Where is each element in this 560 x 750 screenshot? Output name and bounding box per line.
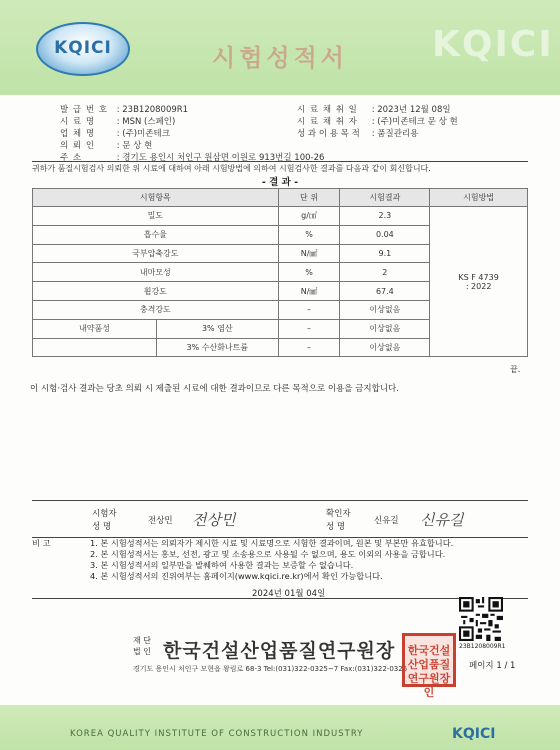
method-line-2: : 2022 <box>465 281 492 291</box>
signature-block <box>32 500 528 538</box>
row-unit: N/㎟ <box>278 282 340 301</box>
chem-cell <box>33 338 279 357</box>
row-result: 2.3 <box>340 207 430 226</box>
approver-label: 확인자 <box>326 509 351 519</box>
divider <box>32 598 528 599</box>
row-result: 67.4 <box>340 282 430 301</box>
official-seal <box>402 633 456 699</box>
row-result: 이상없음 <box>340 338 430 357</box>
issue-date: 2024년 01월 04일 <box>252 589 326 599</box>
footer-band <box>0 705 560 750</box>
row-result: 2 <box>340 263 430 282</box>
footer-text: KOREA QUALITY INSTITUTE OF CONSTRUCTION INDUSTRY <box>70 729 364 739</box>
remarks-label: 비 고 <box>32 538 51 548</box>
method-line-1: KS F 4739 <box>458 272 499 282</box>
remark-item: 4. 본 시험성적서의 진위여부는 홈페이지(www.kqici.re.kr)에서 확인 가능합니다. <box>90 571 383 581</box>
row-item: 흡수율 <box>33 225 279 244</box>
qr-code-icon <box>459 597 503 641</box>
org-name: 한국건설산업품질연구원장 <box>163 640 396 662</box>
header-item: 시험항목 <box>33 189 279 207</box>
remark-item: 1. 본 시험성적서는 의뢰자가 제시한 시료 및 시료명으로 시험한 결과이며, 원본 및 부본만 유효합니다. <box>90 538 454 548</box>
header-method: 시험방법 <box>430 189 528 207</box>
purpose: : 품질관리용 <box>371 129 419 139</box>
org-type-line2: 법 인 <box>133 647 151 656</box>
row-item: 휨강도 <box>33 282 279 301</box>
method-cell <box>430 207 528 357</box>
remark-item: 2. 본 시험성적서는 홍보, 선전, 광고 및 소송용으로 사용될 수 없으며, 용도 이외의 사용을 금합니다. <box>90 549 446 559</box>
document-title: 시험성적서 <box>212 44 348 72</box>
row-result: 0.04 <box>340 225 430 244</box>
table-header-row <box>33 189 528 207</box>
chem-cell <box>33 319 279 338</box>
footer-logo: KQICI <box>452 726 496 742</box>
row-item: 3% 염산 <box>201 324 233 334</box>
row-item: 밀도 <box>33 207 279 226</box>
org-type-line1: 재 단 <box>133 636 151 645</box>
table-row <box>33 207 528 226</box>
result-table <box>32 188 528 357</box>
end-mark: 끝. <box>510 365 521 374</box>
purpose-label: 성 과 이 용 목 적 <box>297 129 360 139</box>
seal-text: 한국건설산업품질연구원장인 <box>407 644 451 699</box>
approver-signature: 신유길 <box>420 511 464 529</box>
row-item: 내마모성 <box>33 263 279 282</box>
row-unit: – <box>278 338 340 357</box>
company: : (주)미존테크 <box>116 129 170 139</box>
org-address: 경기도 용인시 처인구 모현읍 왕림로 68-3 Tel:(031)322-0325~7 Fax:(031)322-0326 <box>133 665 408 673</box>
header-result: 시험결과 <box>340 189 430 207</box>
approver-name-label: 성 명 <box>326 522 346 532</box>
row-unit: % <box>278 225 340 244</box>
address-label: 주 소 <box>60 153 83 163</box>
header-band <box>0 0 560 95</box>
row-unit: % <box>278 263 340 282</box>
row-unit: g/㎤ <box>278 207 340 226</box>
statement: 귀하가 품질시험검사 의뢰한 위 시료에 대하여 아래 시험방법에 의하여 시험검사한 결과를 다음과 같이 회신합니다. <box>32 164 431 173</box>
org-type <box>133 635 151 657</box>
header-watermark: KQICI <box>432 24 554 65</box>
row-item: 국부압축강도 <box>33 244 279 263</box>
usage-notice: 이 시험·검사 결과는 당초 의뢰 시 제출된 시료에 대한 결과이므로 다른 목적으로 이용을 금지합니다. <box>30 384 399 394</box>
tester-label: 시험자 <box>92 509 117 519</box>
qr-code-label: 23B1208009R1 <box>459 643 506 650</box>
row-result: 이상없음 <box>340 319 430 338</box>
issue-no: : 23B1208009R1 <box>116 105 189 115</box>
sampling-date: : 2023년 12월 08일 <box>371 105 451 115</box>
sampler: : (주)미존테크 문 상 현 <box>371 117 458 127</box>
client: : 문 상 현 <box>116 141 153 151</box>
row-result: 이상없음 <box>340 300 430 319</box>
sample-name: : MSN (스페인) <box>116 117 176 127</box>
tester-name: 전상민 <box>148 516 173 526</box>
issue-no-label: 발 급 번 호 <box>60 105 108 115</box>
result-heading: - 결 과 - <box>261 177 299 188</box>
header-unit: 단 위 <box>278 189 340 207</box>
chem-group-spacer <box>33 339 157 357</box>
divider <box>32 161 528 162</box>
row-item: 3% 수산화나트륨 <box>186 342 249 352</box>
chem-group-label: 내약품성 <box>33 320 157 338</box>
sampler-label: 시 료 채 취 자 <box>297 117 358 127</box>
approver-name: 신유길 <box>374 516 399 526</box>
tester-name-label: 성 명 <box>92 522 112 532</box>
sampling-date-label: 시 료 채 취 일 <box>297 105 358 115</box>
address: : 경기도 용인시 처인구 원삼면 이원로 913번길 100-26 <box>116 153 325 163</box>
row-item: 충격강도 <box>33 300 279 319</box>
logo-text: KQICI <box>54 38 112 58</box>
row-result: 9.1 <box>340 244 430 263</box>
client-label: 의 뢰 인 <box>60 141 96 151</box>
row-unit: N/㎟ <box>278 244 340 263</box>
remark-item: 3. 본 시험성적서의 일부만을 발췌하여 사용한 결과는 보증할 수 없습니다. <box>90 560 354 570</box>
kqici-logo <box>36 22 130 76</box>
tester-signature: 전상민 <box>192 511 236 529</box>
row-unit: – <box>278 319 340 338</box>
row-unit: – <box>278 300 340 319</box>
page-number: 페이지 1 / 1 <box>469 661 516 671</box>
company-label: 업 체 명 <box>60 129 96 139</box>
sample-name-label: 시 료 명 <box>60 117 96 127</box>
